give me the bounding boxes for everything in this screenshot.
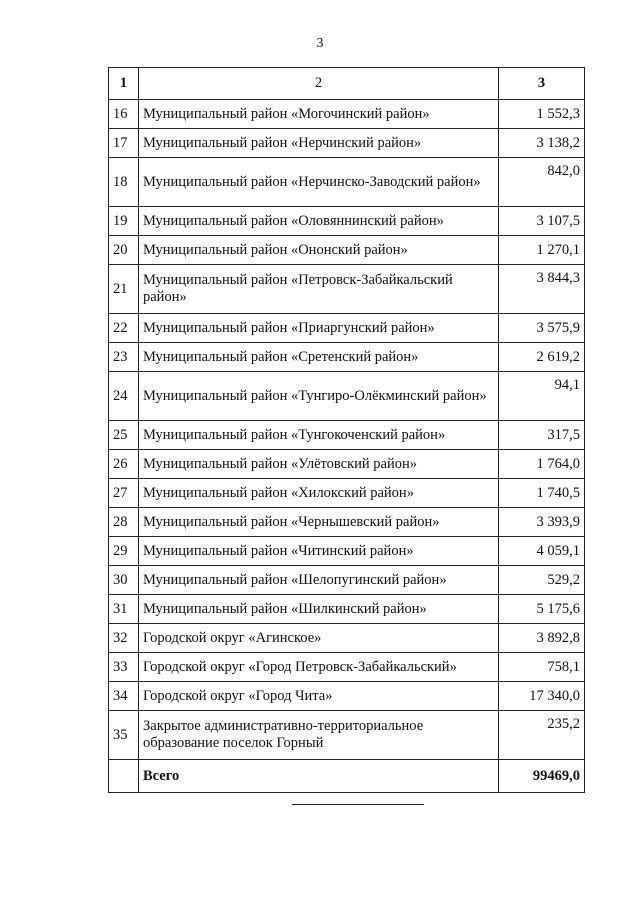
row-name: Муниципальный район «Ононский район»	[139, 236, 499, 265]
row-name: Муниципальный район «Тунгокоченский район»	[139, 421, 499, 450]
row-name: Муниципальный район «Нерчинский район»	[139, 129, 499, 158]
table-row	[109, 711, 585, 760]
row-number: 30	[109, 566, 139, 595]
row-value: 3 138,2	[499, 129, 585, 158]
row-value: 1 270,1	[499, 236, 585, 265]
row-name: Муниципальный район «Нерчинско-Заводский район»	[139, 158, 499, 207]
table-row	[109, 100, 585, 129]
table-row	[109, 314, 585, 343]
table-row	[109, 236, 585, 265]
column-header-value: 3	[499, 68, 585, 100]
row-value: 4 059,1	[499, 537, 585, 566]
row-number: 32	[109, 624, 139, 653]
row-name: Закрытое административно-территориальное образование поселок Горный	[139, 711, 499, 760]
row-value: 529,2	[499, 566, 585, 595]
table-row	[109, 624, 585, 653]
table-row	[109, 343, 585, 372]
table-row	[109, 566, 585, 595]
row-name: Муниципальный район «Хилокский район»	[139, 479, 499, 508]
table-row	[109, 479, 585, 508]
table-row	[109, 265, 585, 314]
row-value: 1 764,0	[499, 450, 585, 479]
row-name: Муниципальный район «Могочинский район»	[139, 100, 499, 129]
row-number: 21	[109, 265, 139, 314]
row-number: 18	[109, 158, 139, 207]
row-name: Муниципальный район «Петровск-Забайкальский район»	[139, 265, 499, 314]
row-name: Городской округ «Агинское»	[139, 624, 499, 653]
row-number: 24	[109, 372, 139, 421]
budget-table	[108, 67, 585, 793]
row-number: 22	[109, 314, 139, 343]
row-number: 16	[109, 100, 139, 129]
row-number: 20	[109, 236, 139, 265]
row-number: 19	[109, 207, 139, 236]
table-row	[109, 207, 585, 236]
row-name: Городской округ «Город Чита»	[139, 682, 499, 711]
row-value: 94,1	[499, 372, 585, 421]
row-value: 1 740,5	[499, 479, 585, 508]
row-value: 3 393,9	[499, 508, 585, 537]
row-number: 35	[109, 711, 139, 760]
row-name: Муниципальный район «Читинский район»	[139, 537, 499, 566]
row-number: 23	[109, 343, 139, 372]
row-name: Муниципальный район «Шелопугинский район»	[139, 566, 499, 595]
page-number: 3	[316, 36, 324, 51]
row-value: 5 175,6	[499, 595, 585, 624]
table-row	[109, 537, 585, 566]
column-header-number: 1	[109, 68, 139, 100]
total-number-cell	[109, 760, 139, 793]
row-number: 26	[109, 450, 139, 479]
table-row	[109, 508, 585, 537]
table-row	[109, 158, 585, 207]
row-number: 27	[109, 479, 139, 508]
table-row	[109, 421, 585, 450]
column-header-name: 2	[139, 68, 499, 100]
total-label: Всего	[139, 760, 499, 793]
row-number: 33	[109, 653, 139, 682]
table-row	[109, 450, 585, 479]
row-value: 2 619,2	[499, 343, 585, 372]
row-name: Муниципальный район «Приаргунский район»	[139, 314, 499, 343]
row-name: Муниципальный район «Шилкинский район»	[139, 595, 499, 624]
total-value: 99469,0	[499, 760, 585, 793]
row-value: 235,2	[499, 711, 585, 760]
table-header-row	[109, 68, 585, 100]
row-name: Муниципальный район «Сретенский район»	[139, 343, 499, 372]
table-row	[109, 682, 585, 711]
row-number: 34	[109, 682, 139, 711]
row-number: 29	[109, 537, 139, 566]
row-number: 17	[109, 129, 139, 158]
table-row	[109, 653, 585, 682]
row-value: 3 892,8	[499, 624, 585, 653]
row-number: 28	[109, 508, 139, 537]
row-value: 17 340,0	[499, 682, 585, 711]
row-name: Муниципальный район «Тунгиро-Олёкминский район»	[139, 372, 499, 421]
row-number: 31	[109, 595, 139, 624]
row-name: Городской округ «Город Петровск-Забайкальский»	[139, 653, 499, 682]
row-name: Муниципальный район «Чернышевский район»	[139, 508, 499, 537]
row-name: Муниципальный район «Улётовский район»	[139, 450, 499, 479]
row-value: 1 552,3	[499, 100, 585, 129]
table-row	[109, 595, 585, 624]
row-value: 3 844,3	[499, 265, 585, 314]
total-row	[109, 760, 585, 793]
table-row	[109, 129, 585, 158]
row-value: 758,1	[499, 653, 585, 682]
row-number: 25	[109, 421, 139, 450]
row-value: 3 575,9	[499, 314, 585, 343]
row-value: 317,5	[499, 421, 585, 450]
footer-divider	[292, 804, 424, 805]
row-name: Муниципальный район «Оловяннинский район»	[139, 207, 499, 236]
row-value: 3 107,5	[499, 207, 585, 236]
row-value: 842,0	[499, 158, 585, 207]
table-row	[109, 372, 585, 421]
